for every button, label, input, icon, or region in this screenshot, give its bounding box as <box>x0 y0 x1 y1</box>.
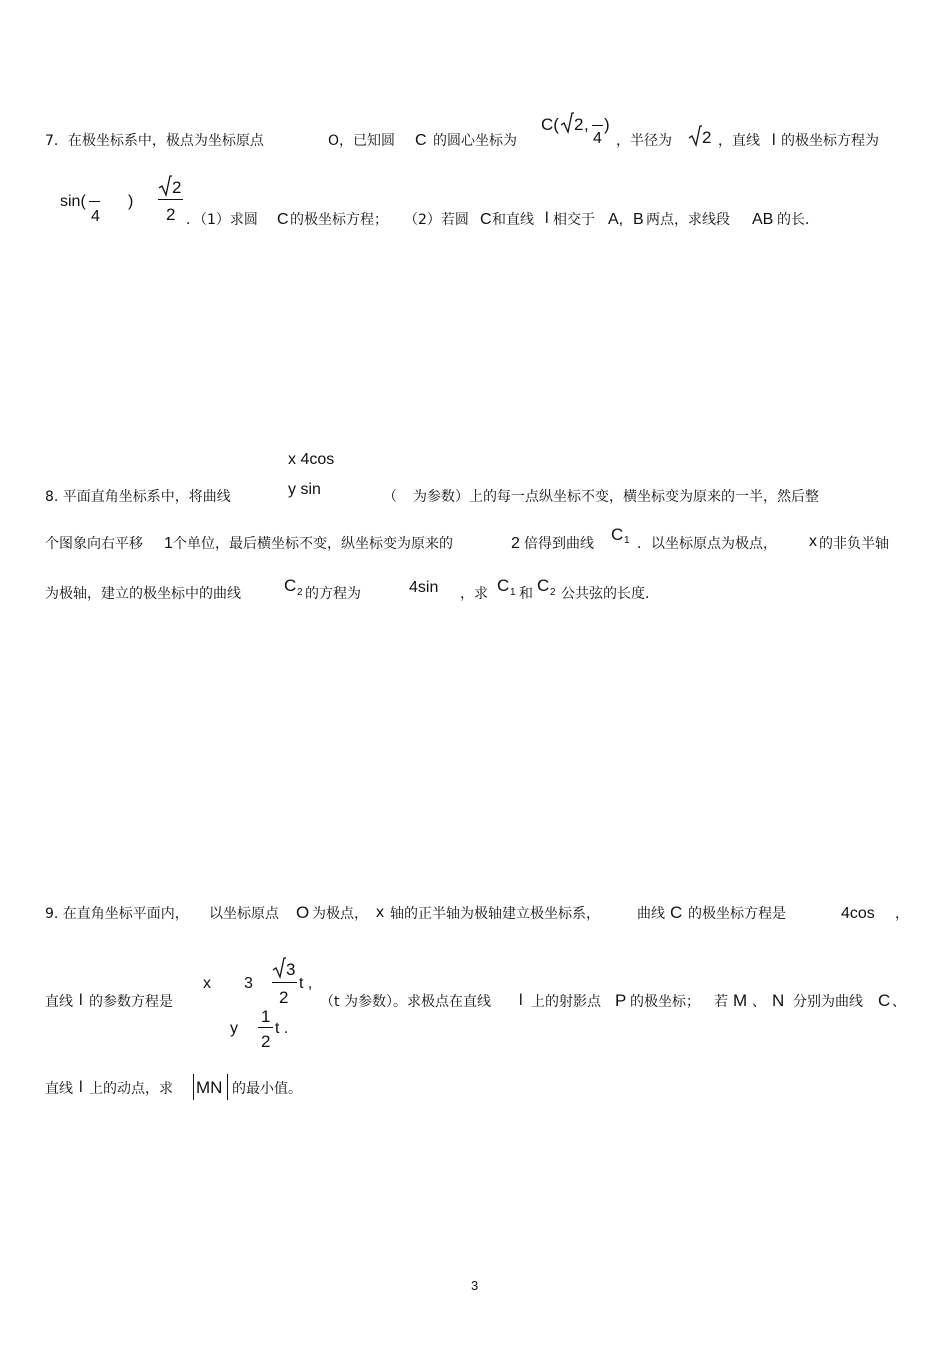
p9-text: 上的动点，求 <box>89 1081 173 1097</box>
p9-text: （t 为参数）。求极点在直线 <box>320 994 491 1010</box>
p8-number: 2 <box>511 535 520 552</box>
p9-text: 轴的正半轴为极轴建立极坐标系， <box>390 906 600 922</box>
abs-bar <box>193 1074 194 1100</box>
p9-param-x-num: 3 <box>286 960 296 979</box>
p8-text: 为极轴，建立的极坐标中的曲线 <box>45 586 241 602</box>
p7-sin-close: ) <box>128 193 134 210</box>
p8-param-y: y sin <box>288 481 321 498</box>
p7-center-open: C( <box>541 115 559 134</box>
p7-point-a: A, <box>608 211 624 228</box>
p9-text: 上的射影点 <box>531 994 601 1010</box>
radical-sign-icon <box>560 112 574 134</box>
p7-text: 的圆心坐标为 <box>433 133 517 149</box>
p9-param-y-den: 2 <box>261 1032 271 1051</box>
p9-origin-o: O <box>296 903 310 922</box>
radical-sign-icon <box>158 175 172 197</box>
p7-text: 7．在极坐标系中，极点为坐标原点 <box>45 133 264 149</box>
p9-text: ， <box>895 906 909 922</box>
p9-text: 直线 <box>45 1081 73 1097</box>
p9-var-x: x <box>376 904 384 921</box>
p8-number: 1 <box>164 535 173 552</box>
p7-var-l: l <box>545 210 549 227</box>
radical-sign-icon <box>272 957 286 979</box>
p8-text: ．以坐标原点为极点， <box>637 536 777 552</box>
p8-text: （ <box>383 489 397 505</box>
p9-text: 若 <box>714 994 728 1010</box>
p8-text: 个图象向右平移 <box>45 536 143 552</box>
p8-text: 公共弦的长度. <box>561 586 650 602</box>
p9-text: 的极坐标方程是 <box>688 906 786 922</box>
p9-text: 分别为曲线 <box>793 994 863 1010</box>
p7-text: 两点，求线段 <box>646 212 730 228</box>
p9-param-y-t: t . <box>275 1020 289 1037</box>
p8-text: 8. 平面直角坐标系中，将曲线 <box>45 489 231 505</box>
p9-text: 以坐标原点 <box>209 906 279 922</box>
p9-point-m: M <box>733 991 748 1010</box>
p7-rhs-den: 2 <box>166 205 176 224</box>
p7-center-comma: , <box>584 115 589 134</box>
p7-sin-den: 4 <box>91 208 100 225</box>
p7-radius-value: 2 <box>702 128 712 147</box>
p8-text: 个单位，最后横坐标不变，纵坐标变为原来的 <box>173 536 453 552</box>
p7-text: ．（1）求圆 <box>186 212 258 228</box>
p9-text: 为极点， <box>312 906 368 922</box>
p8-curve-c1: C <box>497 576 510 595</box>
p7-center-close: ) <box>604 115 610 134</box>
p8-text: 倍得到曲线 <box>524 536 594 552</box>
p8-curve-c2: C <box>537 576 550 595</box>
fraction-bar <box>272 982 297 983</box>
p9-param-x-const: 3 <box>244 975 253 992</box>
p7-text: 的极坐标方程； <box>290 212 388 228</box>
p7-sin-open: sin( <box>60 193 86 210</box>
p9-text: 9. 在直角坐标平面内， <box>45 906 189 922</box>
p9-text: 直线 <box>45 994 73 1010</box>
p7-text: 和直线 <box>492 212 534 228</box>
p7-center-sqrt: 2 <box>574 115 584 134</box>
p9-text: 的参数方程是 <box>89 994 173 1010</box>
p8-curve-c2-sub: 2 <box>550 587 556 598</box>
p7-center-den: 4 <box>593 130 602 147</box>
p9-text: 曲线 <box>637 906 665 922</box>
p8-curve-c1: C <box>611 525 624 544</box>
p9-var-l: l <box>79 992 83 1009</box>
p7-text: ，半径为 <box>616 133 672 149</box>
p9-param-x-t: t , <box>299 975 313 992</box>
p8-polar-eq: 4sin <box>409 579 439 596</box>
p7-text: O，已知圆 <box>328 133 396 149</box>
p7-text: 相交于 <box>553 212 595 228</box>
fraction-bar <box>158 199 183 200</box>
fraction-bar <box>592 125 603 126</box>
fraction-bar <box>89 201 100 202</box>
p8-text: 的非负半轴 <box>819 536 889 552</box>
p8-curve-c1-sub: 1 <box>510 587 516 598</box>
p8-curve-c2: C <box>284 576 297 595</box>
p9-polar-eq: 4cos <box>841 905 875 922</box>
p8-text: 为参数）上的每一点纵坐标不变，横坐标变为原来的一半，然后整 <box>413 489 819 505</box>
p9-point-p: P <box>615 991 627 1010</box>
p7-var-c: C <box>277 211 289 228</box>
p9-text: 的极坐标； <box>630 994 700 1010</box>
p9-point-n: N <box>772 991 785 1010</box>
p7-var-l: l <box>772 132 776 149</box>
p9-param-x-lhs: x <box>203 975 211 992</box>
p7-text: （2）若圆 <box>404 212 469 228</box>
p8-text: ，求 <box>460 586 488 602</box>
p9-text: 、 <box>752 994 766 1010</box>
p8-text: 和 <box>519 586 533 602</box>
p9-var-l: l <box>79 1079 83 1096</box>
p8-param-x: x 4cos <box>288 451 335 468</box>
p9-segment-mn: MN <box>196 1078 223 1097</box>
p7-segment-ab: AB <box>752 211 774 228</box>
p9-text: 的最小值。 <box>232 1081 302 1097</box>
page-number: 3 <box>471 1278 479 1293</box>
p7-rhs-num: 2 <box>172 178 182 197</box>
p9-param-y-lhs: y <box>230 1020 238 1037</box>
p9-param-y-num: 1 <box>261 1007 271 1026</box>
p7-var-c: C <box>480 211 492 228</box>
p8-text: 的方程为 <box>305 586 361 602</box>
p9-param-x-den: 2 <box>279 988 289 1007</box>
p7-var-c: C <box>415 132 427 149</box>
p8-curve-c2-sub: 2 <box>297 587 303 598</box>
p8-curve-c1-sub: 1 <box>624 535 630 546</box>
fraction-bar <box>258 1027 273 1028</box>
p9-text: 、 <box>892 994 906 1010</box>
radical-sign-icon <box>688 125 702 147</box>
p9-curve-c: C <box>670 903 683 922</box>
abs-bar <box>227 1074 228 1100</box>
p7-text: 的长． <box>777 212 819 228</box>
p8-var-x: x <box>809 533 817 550</box>
p9-var-l: l <box>519 992 523 1009</box>
p7-point-b: B <box>633 211 644 228</box>
p7-text: ，直线 <box>718 133 760 149</box>
p7-text: 的极坐标方程为 <box>781 133 879 149</box>
p9-curve-c: C <box>878 991 891 1010</box>
